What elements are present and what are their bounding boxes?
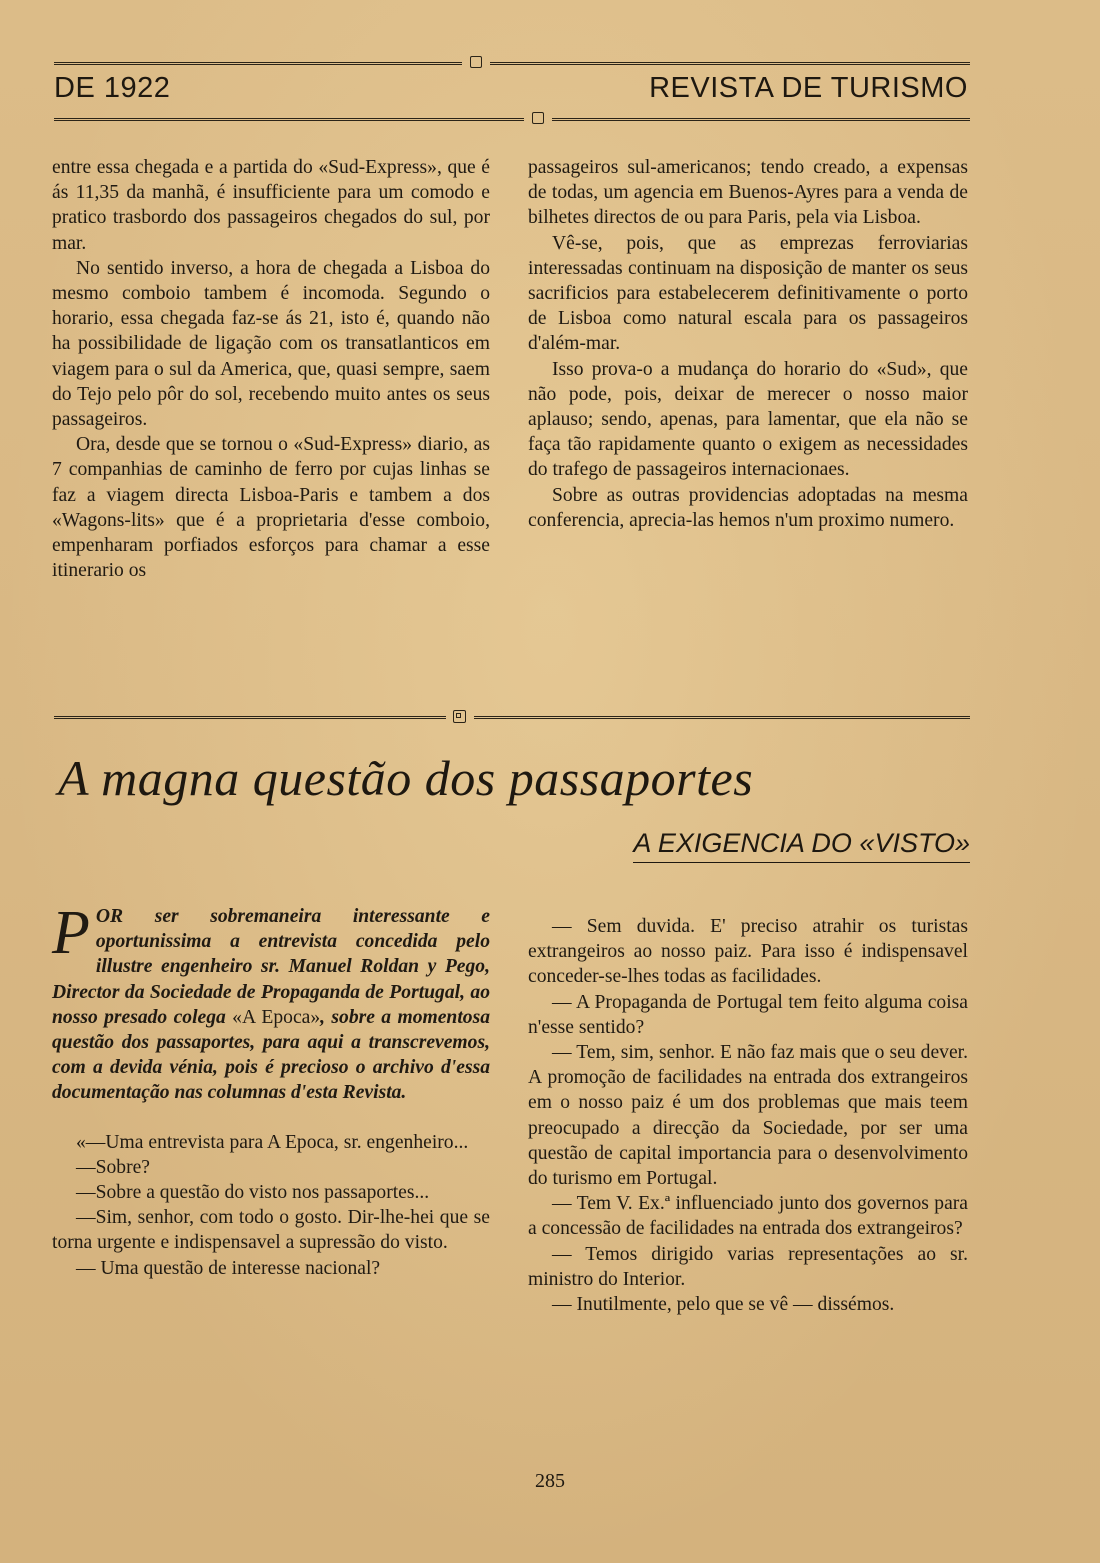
section-ornament (453, 710, 466, 723)
paragraph: Sobre as outras providencias adoptadas na mesma conferencia, aprecia-las hemos n'um proximo numero. (528, 484, 968, 531)
dialogue-line: «—Uma entrevista para A Epoca, sr. engenheiro... (76, 1131, 469, 1153)
lead-text-1: ser sobremaneira interessante e oportunissima a entrevista concedida pelo illustre engenheiro sr. Manuel Roldan y Pego, Director da Sociedade de Propaganda de Portugal, ao nosso presado colega (52, 906, 490, 1028)
article-subtitle: A EXIGENCIA DO «VISTO» (633, 826, 970, 863)
header-left: DE 1922 (54, 72, 171, 104)
paragraph: Ora, desde que se tornou o «Sud-Express» diario, as 7 companhias de caminho de ferro por cujas linhas se faz a viagem directa Lisboa-Paris e tambem a dos «Wagons-lits» que é a proprietaria d'esse comboio, empenharam porfiados esforços para chamar a esse itinerario os (52, 434, 490, 582)
header-rule-bottom-right (552, 118, 970, 121)
section-rule-left (54, 716, 446, 719)
section-rule-right (474, 716, 970, 719)
header-rule-top-left (54, 62, 462, 65)
header-rule-top-right (490, 62, 970, 65)
header-ornament-bottom (532, 112, 544, 124)
paragraph: passageiros sul-americanos; tendo creado, a expensas de todas, um agencia em Buenos-Ayres para a venda de bilhetes directos de ou para Paris, pela via Lisboa. (528, 157, 968, 229)
dialogue-line: —Sobre a questão do visto nos passaportes... (76, 1182, 430, 1204)
dialogue-line: — Tem, sim, senhor. E não faz mais que o seu dever. A promoção de facilidades na entrada dos extrangeiros em o nosso paiz é um dos problemas que mais teem preocupado a direcção da Sociedade, por ser uma questão de capital importancia para o desenvolvimento do turismo em Portugal. (528, 1042, 968, 1190)
page-number: 285 (535, 1470, 565, 1492)
dialogue-line: — Inutilmente, pelo que se vê — dissémos. (552, 1294, 895, 1316)
header-ornament-top (470, 56, 482, 68)
top-article-left-column (52, 155, 490, 583)
dialogue-line: — Uma questão de interesse nacional? (76, 1257, 381, 1279)
paragraph: No sentido inverso, a hora de chegada a Lisboa do mesmo comboio tambem é incomoda. Segundo o horario, essa chegada faz-se ás 21, isto é, quando não ha possibilidade de ligação com os transatlanticos em viagem para o sul da America, que, quasi sempre, saem do Tejo pelo pôr do sol, recebendo muito antes os seus passageiros. (52, 257, 490, 431)
paragraph: Vê-se, pois, que as emprezas ferroviarias interessadas continuam na disposição de manter os seus sacrificios para estabelecerem definitivamente o porto de Lisboa como natural escala para os passageiros d'além-mar. (528, 232, 968, 355)
lead-publication: «A Epoca» (232, 1006, 321, 1028)
dialogue-line: — Tem V. Ex.ª influenciado junto dos governos para a concessão de facilidades na entrada dos extrangeiros? (528, 1193, 968, 1240)
lead-text-2: , sobre a momentosa questão dos passaportes, para aqui a transcrevemos, com a devida vénia, pois é precioso o archivo d'essa documentação nas columnas d'esta Revista. (52, 1006, 490, 1104)
header-rule-bottom-left (54, 118, 524, 121)
paragraph: entre essa chegada e a partida do «Sud-Express», que é ás 11,35 da manhã, é insufficiente para um comodo e pratico trasbordo dos passageiros chegados do sul, por mar. (52, 157, 490, 254)
lead-paragraph (52, 899, 490, 1106)
article-title: A magna questão dos passaportes (58, 750, 754, 806)
drop-cap: P (52, 899, 90, 967)
paragraph: Isso prova-o a mudança do horario do «Sud», que não pode, pois, deixar de merecer o nosso maior aplauso; sendo, apenas, para lamentar, que ela não se faça tão rapidamente quanto o exigem as necessidades do trafego de passageiros internacionaes. (528, 358, 968, 481)
article-left-column (52, 899, 490, 1281)
top-article-right-column (528, 155, 968, 533)
lead-smallcaps: OR (95, 906, 124, 927)
dialogue-line: — Temos dirigido varias representações ao sr. ministro do Interior. (528, 1243, 968, 1290)
article-right-column (528, 914, 968, 1317)
dialogue-line: —Sim, senhor, com todo o gosto. Dir-lhe-hei que se torna urgente e indispensavel a supressão do visto. (52, 1207, 490, 1254)
header-right: REVISTA DE TURISMO (649, 72, 968, 104)
dialogue-line: — A Propaganda de Portugal tem feito alguma coisa n'esse sentido? (528, 991, 968, 1038)
dialogue-line: — Sem duvida. E' preciso atrahir os turistas extrangeiros ao nosso paiz. Para isso é indispensavel conceder-se-lhes todas as facilidades. (528, 916, 968, 988)
dialogue-line: —Sobre? (76, 1156, 151, 1178)
